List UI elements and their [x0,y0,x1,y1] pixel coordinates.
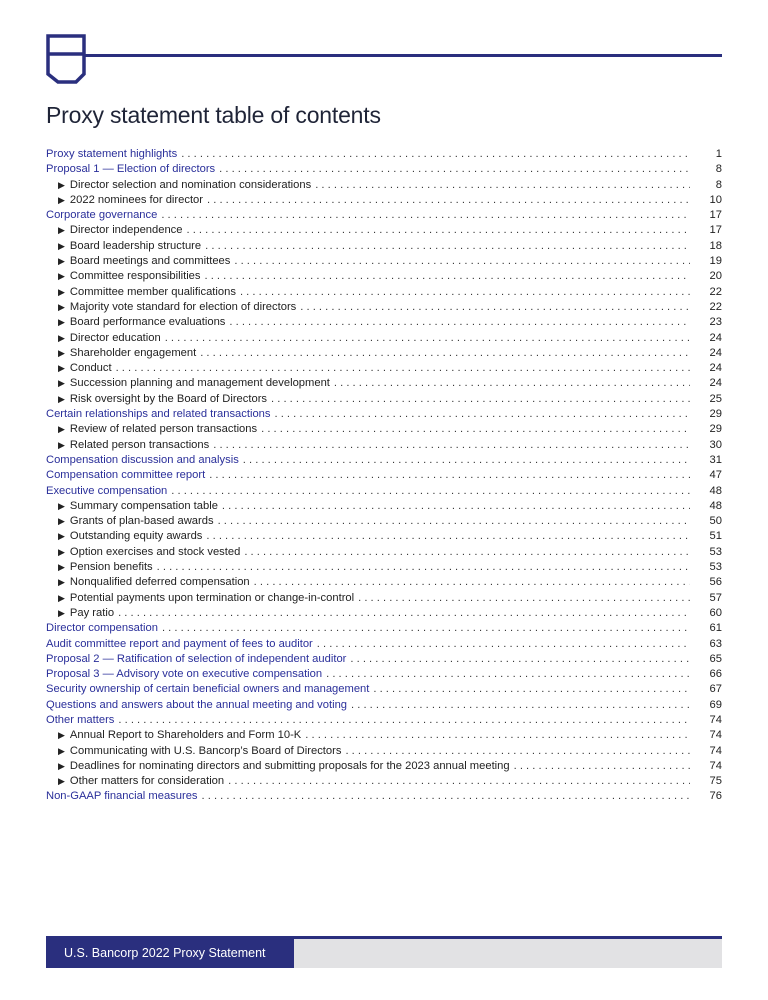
bullet-arrow-icon: ▶ [58,439,65,450]
dot-leader [271,392,690,407]
toc-subentry[interactable] [46,331,722,346]
toc-entry[interactable] [46,147,722,162]
toc-page-number: 74 [709,729,722,742]
dot-leader [218,514,690,529]
toc-page-number: 74 [709,713,722,726]
bullet-arrow-icon: ▶ [58,500,65,511]
toc-subentry[interactable] [46,560,722,575]
toc-page-number: 53 [709,561,722,574]
toc-entry-label[interactable]: Director education [69,331,161,344]
toc-subentry[interactable] [46,178,722,193]
toc-entry-label[interactable]: Director independence [69,224,183,237]
shield-logo-icon [46,34,88,89]
toc-subentry[interactable] [46,744,722,759]
dot-leader [161,208,690,223]
dot-leader [358,591,690,606]
bullet-arrow-icon: ▶ [58,286,65,297]
toc-entry-label[interactable]: Pension benefits [69,561,153,574]
toc-entry-label[interactable]: Security ownership of certain beneficial owners and management [46,683,370,696]
toc-entry-label[interactable]: 2022 nominees for director [69,193,204,206]
toc-entry[interactable] [46,667,722,682]
toc-page-number: 75 [709,775,722,788]
bullet-arrow-icon: ▶ [58,317,65,328]
toc-page-number: 61 [709,622,722,635]
toc-page-number: 29 [709,408,722,421]
toc-entry-label[interactable]: Option exercises and stock vested [69,545,241,558]
toc-entry[interactable] [46,652,722,667]
header-rule [84,54,722,57]
bullet-arrow-icon: ▶ [58,301,65,312]
toc-entry-label[interactable]: Audit committee report and payment of fees to auditor [46,637,313,650]
toc-entry-label[interactable]: Pay ratio [69,606,115,619]
toc-entry[interactable] [46,621,722,636]
toc-entry-label[interactable]: Proposal 1 — Election of directors [46,163,216,176]
toc-entry-label[interactable]: Director compensation [46,622,158,635]
toc-entry-label[interactable]: Proposal 2 — Ratification of selection of independent auditor [46,652,347,665]
toc-subentry[interactable] [46,376,722,391]
toc-page-number: 57 [709,591,722,604]
dot-leader [219,162,690,177]
toc-entry-label[interactable]: Annual Report to Shareholders and Form 10-K [69,729,302,742]
dot-leader [228,774,690,789]
bullet-arrow-icon: ▶ [58,546,65,557]
toc-page-number: 24 [709,331,722,344]
dot-leader [162,621,690,636]
toc-subentry[interactable] [46,285,722,300]
toc-entry[interactable] [46,713,722,728]
toc-entry-label[interactable]: Board meetings and committees [69,255,231,268]
toc-entry[interactable] [46,468,722,483]
toc-entry-label[interactable]: Review of related person transactions [69,423,258,436]
toc-subentry[interactable] [46,422,722,437]
toc-page-number: 31 [709,453,722,466]
dot-leader [187,223,691,238]
bullet-arrow-icon: ▶ [58,531,65,542]
dot-leader [205,269,691,284]
toc-page-number: 29 [709,423,722,436]
toc-page-number: 17 [709,209,722,222]
bullet-arrow-icon: ▶ [58,424,65,435]
bullet-arrow-icon: ▶ [58,760,65,771]
toc-page-number: 10 [709,193,722,206]
bullet-arrow-icon: ▶ [58,562,65,573]
toc-entry-label[interactable]: Potential payments upon termination or change-in-control [69,591,355,604]
toc-page-number: 76 [709,790,722,803]
dot-leader [206,529,690,544]
bullet-arrow-icon: ▶ [58,240,65,251]
dot-leader [229,315,690,330]
toc-subentry[interactable] [46,591,722,606]
toc-page-number: 56 [709,576,722,589]
toc-entry-label[interactable]: Committee member qualifications [69,285,236,298]
bullet-arrow-icon: ▶ [58,516,65,527]
toc-subentry[interactable] [46,728,722,743]
toc-entry-label[interactable]: Grants of plan-based awards [69,515,214,528]
toc-entry-label[interactable]: Certain relationships and related transactions [46,408,271,421]
dot-leader [205,239,690,254]
dot-leader [261,422,690,437]
toc-page-number: 24 [709,346,722,359]
toc-entry-label[interactable]: Proposal 3 — Advisory vote on executive compensation [46,668,323,681]
dot-leader [326,667,690,682]
dot-leader [222,499,690,514]
toc-subentry[interactable] [46,361,722,376]
toc-entry-label[interactable]: Majority vote standard for election of directors [69,300,297,313]
toc-page-number: 8 [715,163,722,176]
toc-subentry[interactable] [46,239,722,254]
dot-leader [514,759,690,774]
toc-entry-label[interactable]: Board performance evaluations [69,316,226,329]
dot-leader [254,575,690,590]
bullet-arrow-icon: ▶ [58,745,65,756]
bullet-arrow-icon: ▶ [58,225,65,236]
toc-entry-label[interactable]: Proxy statement highlights [46,148,178,160]
dot-leader [334,376,690,391]
page-title: Proxy statement table of contents [46,102,381,128]
dot-leader [315,178,690,193]
toc-page-number: 74 [709,744,722,757]
toc-page-number: 69 [709,698,722,711]
dot-leader [244,545,690,560]
toc-page-number: 20 [709,270,722,283]
toc-page-number: 23 [709,316,722,329]
toc-page-number: 53 [709,545,722,558]
toc-entry[interactable] [46,208,722,223]
dot-leader [350,652,690,667]
bullet-arrow-icon: ▶ [58,271,65,282]
dot-leader [300,300,690,315]
dot-leader [243,453,690,468]
toc-subentry[interactable] [46,223,722,238]
dot-leader [234,254,690,269]
toc-entry[interactable] [46,637,722,652]
toc-page-number: 1 [715,148,722,160]
toc-entry-label[interactable]: Committee responsibilities [69,270,201,283]
bullet-arrow-icon: ▶ [58,194,65,205]
toc-entry[interactable] [46,407,722,422]
dot-leader [275,407,691,422]
bullet-arrow-icon: ▶ [58,577,65,588]
toc-entry-label[interactable]: Nonqualified deferred compensation [69,576,250,589]
toc-page-number: 30 [709,438,722,451]
toc-page-number: 25 [709,392,722,405]
toc-entry-label[interactable]: Non-GAAP financial measures [46,790,198,803]
toc-page-number: 22 [709,300,722,313]
bullet-arrow-icon: ▶ [58,607,65,618]
toc-subentry[interactable] [46,438,722,453]
toc-subentry[interactable] [46,575,722,590]
toc-page-number: 47 [709,469,722,482]
bullet-arrow-icon: ▶ [58,776,65,787]
table-of-contents [46,147,722,805]
toc-page-number: 17 [709,224,722,237]
toc-entry-label[interactable]: Shareholder engagement [69,346,197,359]
toc-entry[interactable] [46,682,722,697]
dot-leader [157,560,690,575]
dot-leader [317,637,690,652]
toc-page-number: 74 [709,759,722,772]
toc-entry-label[interactable]: Communicating with U.S. Bancorp’s Board of Directors [69,744,342,757]
bullet-arrow-icon: ▶ [58,332,65,343]
dot-leader [200,346,690,361]
toc-entry-label[interactable]: Summary compensation table [69,499,218,512]
toc-subentry[interactable] [46,300,722,315]
toc-entry-label[interactable]: Outstanding equity awards [69,530,203,543]
toc-subentry[interactable] [46,254,722,269]
toc-entry-label[interactable]: Board leadership structure [69,239,202,252]
toc-page-number: 19 [709,255,722,268]
toc-entry-label[interactable]: Deadlines for nominating directors and submitting proposals for the 2023 annual meeting [69,759,510,772]
bullet-arrow-icon: ▶ [58,730,65,741]
toc-page-number: 18 [709,239,722,252]
toc-subentry[interactable] [46,346,722,361]
dot-leader [351,698,690,713]
bullet-arrow-icon: ▶ [58,378,65,389]
toc-entry-label[interactable]: Executive compensation [46,484,168,497]
toc-subentry[interactable] [46,269,722,284]
toc-entry[interactable] [46,162,722,177]
toc-entry[interactable] [46,484,722,499]
toc-subentry[interactable] [46,315,722,330]
toc-subentry[interactable] [46,499,722,514]
bullet-arrow-icon: ▶ [58,363,65,374]
toc-page-number: 48 [709,499,722,512]
dot-leader [181,147,690,162]
toc-subentry[interactable] [46,529,722,544]
dot-leader [165,331,690,346]
toc-subentry[interactable] [46,514,722,529]
bullet-arrow-icon: ▶ [58,393,65,404]
dot-leader [118,713,690,728]
toc-page-number: 8 [715,178,722,191]
toc-entry-label[interactable]: Compensation committee report [46,469,206,482]
toc-entry-label[interactable]: Compensation discussion and analysis [46,453,239,466]
toc-page-number: 24 [709,362,722,375]
toc-entry-label[interactable]: Corporate governance [46,209,158,222]
toc-subentry[interactable] [46,193,722,208]
toc-page-number: 22 [709,285,722,298]
dot-leader [209,468,690,483]
footer-bar [294,939,722,968]
toc-page-number: 48 [709,484,722,497]
toc-subentry[interactable] [46,545,722,560]
toc-page-number: 24 [709,377,722,390]
bullet-arrow-icon: ▶ [58,256,65,267]
toc-subentry[interactable] [46,392,722,407]
toc-page-number: 66 [709,668,722,681]
toc-entry-label[interactable]: Succession planning and management development [69,377,330,390]
toc-page-number: 65 [709,652,722,665]
toc-subentry[interactable] [46,774,722,789]
bullet-arrow-icon: ▶ [58,592,65,603]
toc-page-number: 67 [709,683,722,696]
footer-label: U.S. Bancorp 2022 Proxy Statement [46,939,294,968]
toc-page-number: 60 [709,606,722,619]
dot-leader [116,361,690,376]
bullet-arrow-icon: ▶ [58,347,65,358]
toc-subentry[interactable] [46,759,722,774]
dot-leader [202,789,690,804]
dot-leader [171,484,690,499]
toc-entry-label[interactable]: Other matters [46,713,115,726]
toc-entry-label[interactable]: Other matters for consideration [69,775,225,788]
dot-leader [240,285,690,300]
toc-page-number: 51 [709,530,722,543]
toc-entry-label[interactable]: Risk oversight by the Board of Directors [69,392,268,405]
bullet-arrow-icon: ▶ [58,179,65,190]
dot-leader [305,728,690,743]
toc-entry[interactable] [46,698,722,713]
toc-subentry[interactable] [46,606,722,621]
dot-leader [345,744,690,759]
toc-entry-label[interactable]: Conduct [69,362,112,375]
dot-leader [373,682,690,697]
toc-entry-label[interactable]: Related person transactions [69,438,210,451]
toc-entry-label[interactable]: Questions and answers about the annual meeting and voting [46,698,348,711]
toc-page-number: 63 [709,637,722,650]
dot-leader [213,438,690,453]
toc-entry-label[interactable]: Director selection and nomination considerations [69,178,312,191]
dot-leader [207,193,690,208]
toc-page-number: 50 [709,515,722,528]
toc-entry[interactable] [46,789,722,804]
toc-entry[interactable] [46,453,722,468]
dot-leader [118,606,690,621]
